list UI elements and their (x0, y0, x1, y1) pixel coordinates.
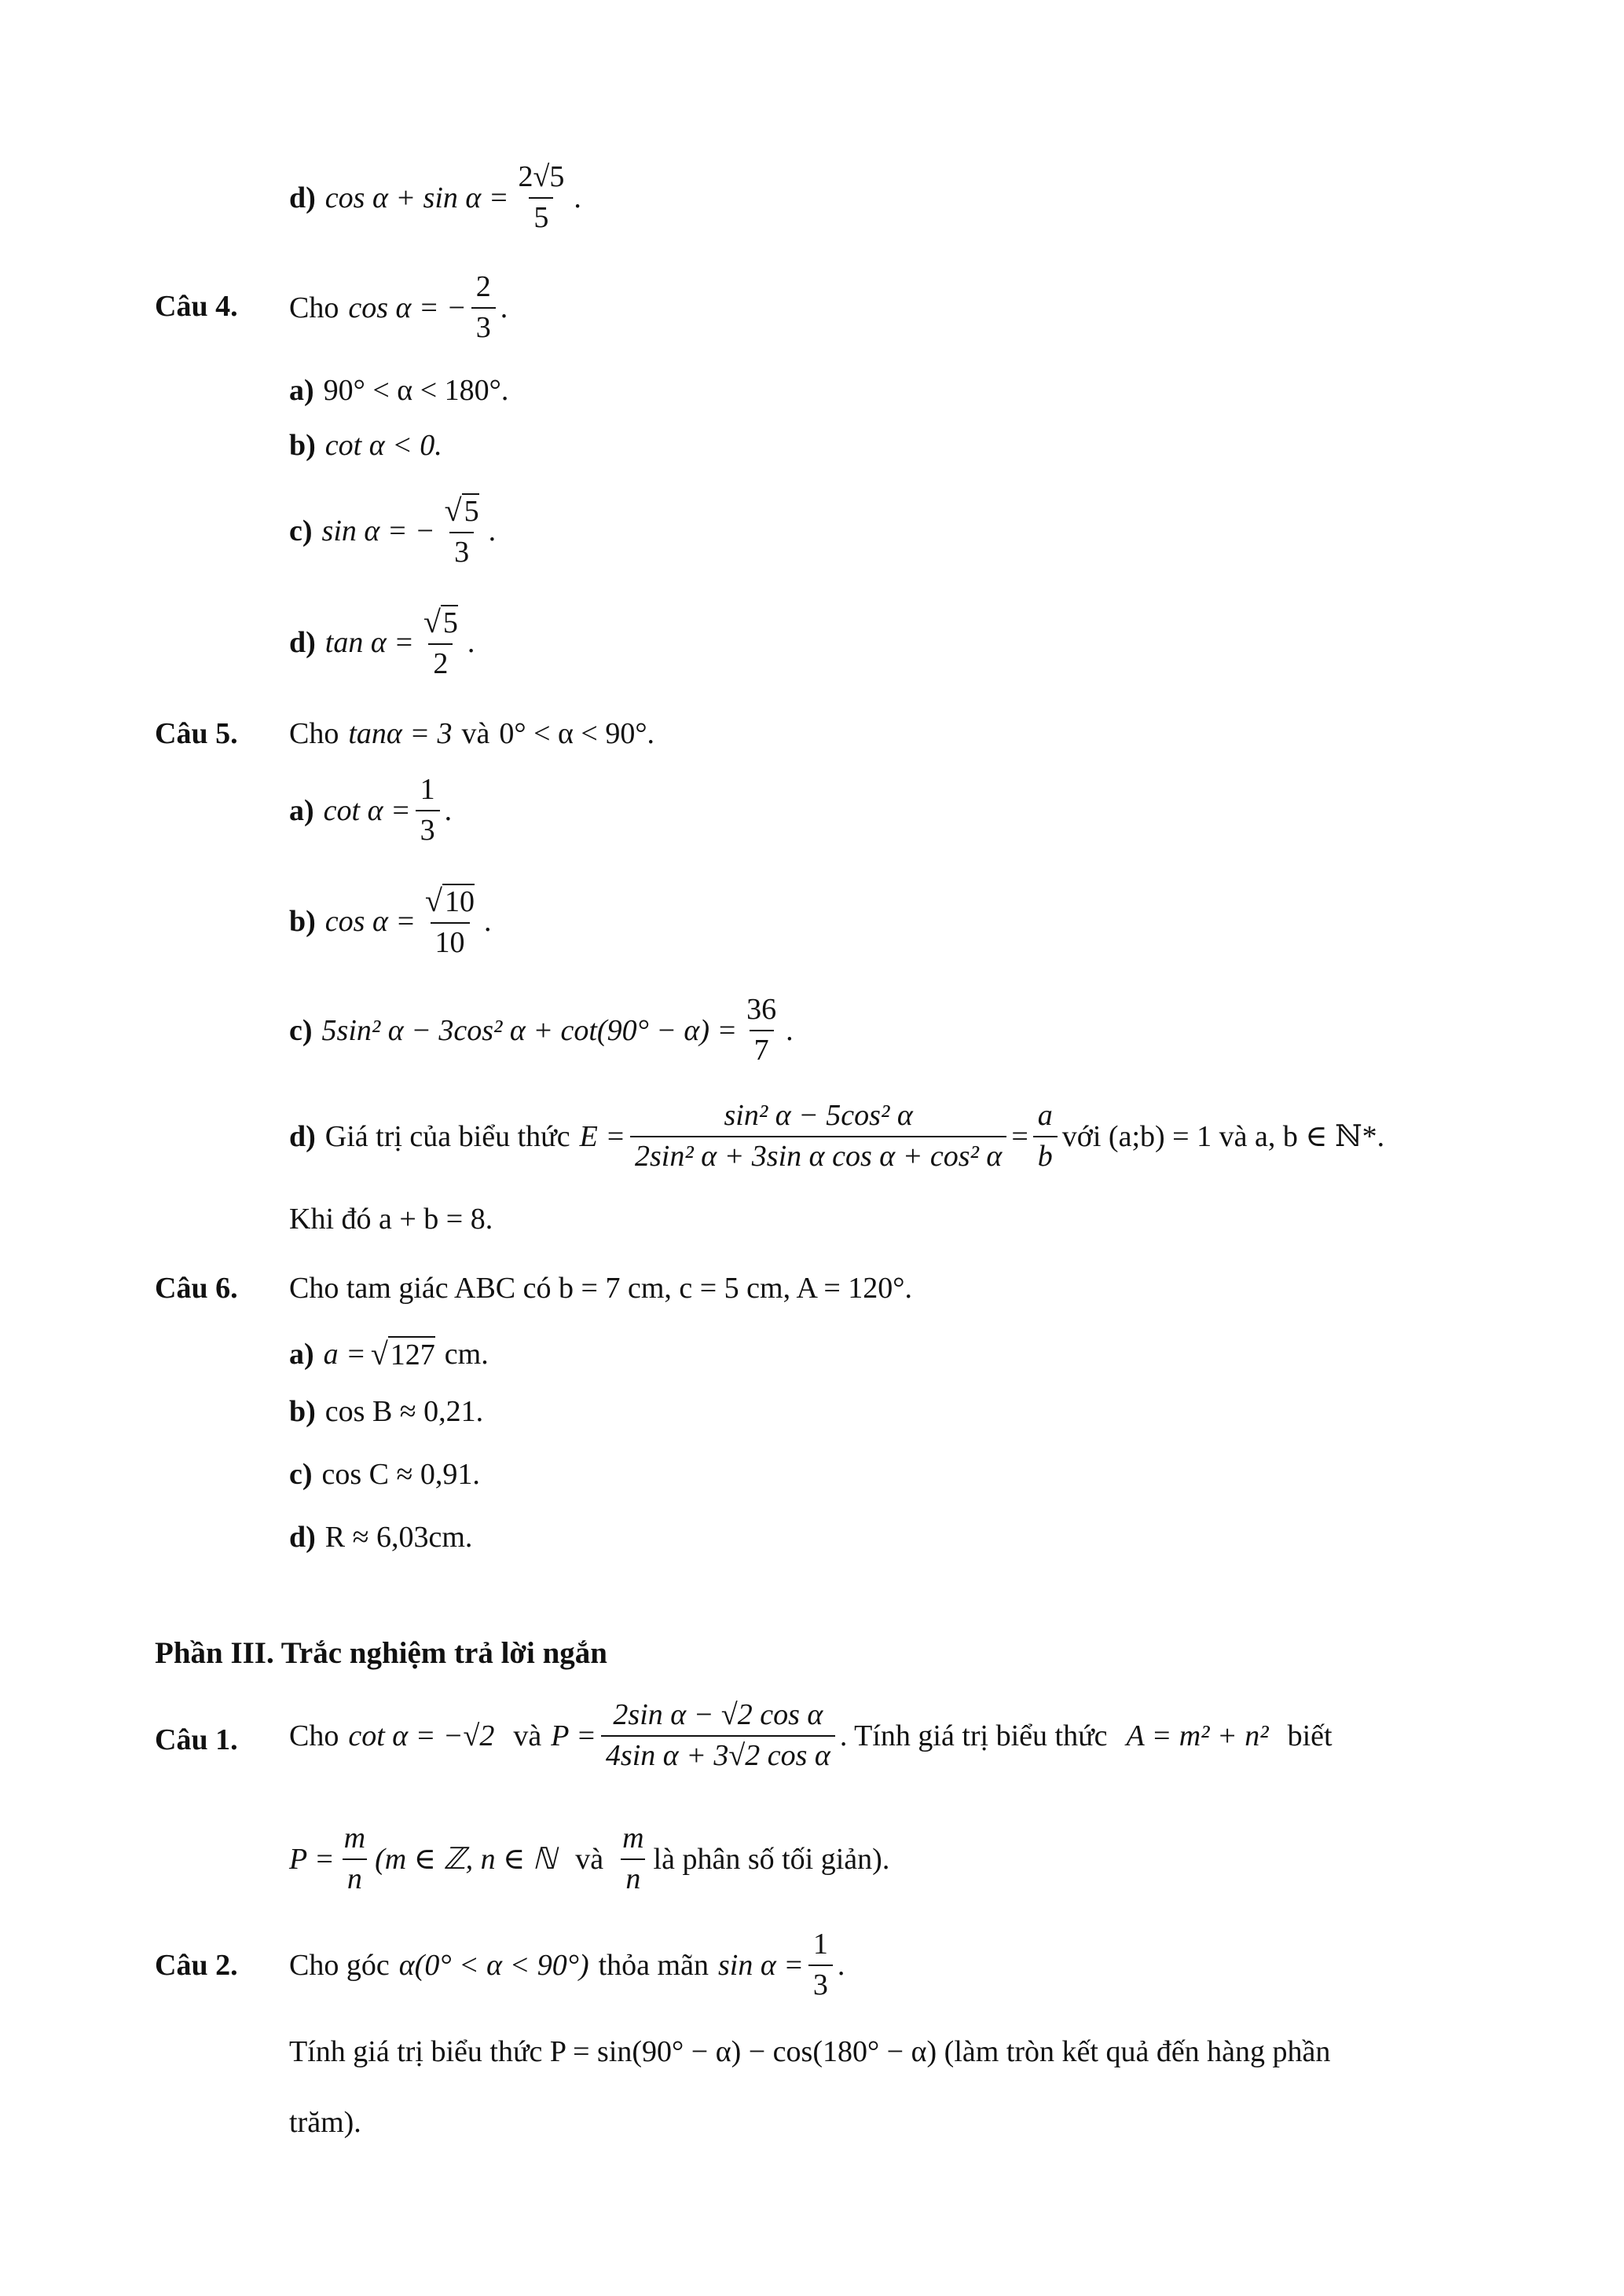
fraction: $\frac{1}{3}$ (808, 1928, 833, 2002)
fraction: $\frac{1}{3}$ (416, 774, 440, 848)
question-5-label: Câu 5. (155, 717, 238, 750)
q5-option-d: d) Giá trị của biểu thức E = $\frac{\text{sin² α − 5cos² α}}{\text{2sin² α + 3sin α cos α + cos² α}}$ = $\frac{a}{b}$ với (a;b) = 1 và a, b ∈ ℕ*. (289, 1099, 1385, 1173)
math-expr: cos α + sin α = (324, 181, 509, 214)
q6-option-d: d) R ≈ 6,03cm. (289, 1521, 473, 1554)
q4-option-b: b) cot α < 0. (289, 429, 442, 462)
q4-option-a: a) 90° < α < 180°. (289, 374, 509, 407)
q4-option-d: d) tan α = $\frac{√5}{2}$ . (289, 604, 475, 680)
question-4-label: Câu 4. (155, 290, 238, 323)
q4-option-c: c) sin α = − $\frac{√5}{3}$ . (289, 493, 497, 569)
fraction: $\frac{√5}{3}$ (444, 493, 479, 569)
question-6-stem: Cho tam giác ABC có b = 7 cm, c = 5 cm, A = 120°. (289, 1272, 912, 1305)
part3-question-2-label: Câu 2. (155, 1949, 238, 1982)
fraction: $\frac{\text{sin² α − 5cos² α}}{\text{2sin² α + 3sin α cos α + cos² α}}$ (630, 1100, 1006, 1174)
q5-option-b: b) cos α = $\frac{√10}{10}$ . (289, 883, 492, 959)
fraction: $\frac{m}{n}$ (622, 1822, 644, 1895)
q6-option-c: c) cos C ≈ 0,91. (289, 1458, 480, 1491)
fraction: $\frac{36}{7}$ (746, 993, 777, 1067)
part3-question-2-line3: trăm). (289, 2106, 361, 2139)
q5-option-a: a) cot α = $\frac{1}{3}$ . (289, 773, 453, 847)
q5-option-d-continued: Khi đó a + b = 8. (289, 1203, 493, 1236)
fraction: $\frac{\text{2sin α − √2 cos α}}{\text{4sin α + 3√2 cos α}}$ (601, 1699, 835, 1773)
fraction: $\frac{√5}{2}$ (423, 604, 458, 680)
option-label: d) (289, 181, 316, 214)
part3-question-1-label: Câu 1. (155, 1723, 238, 1756)
part3-question-1-line1: Cho cot α = −√2 và P = $\frac{\text{2sin α − √2 cos α}}{\text{4sin α + 3√2 cos α}}$ . Tính giá trị biểu thức A = m² + n² biết (289, 1698, 1333, 1772)
part3-question-2-line2: Tính giá trị biểu thức P = sin(90° − α) − cos(180° − α) (làm tròn kết quả đến hàng phần (289, 2035, 1331, 2068)
fraction: $\frac{m}{n}$ (343, 1822, 366, 1895)
q3-option-d: d) cos α + sin α = $\frac{2√5}{5}$ . (289, 160, 581, 234)
q5-option-c: c) 5sin² α − 3cos² α + cot(90° − α) = $\frac{36}{7}$ . (289, 993, 794, 1067)
part3-question-2-line1: Cho góc α(0° < α < 90°) thỏa mãn sin α = $\frac{1}{3}$ . (289, 1928, 845, 2001)
fraction: $\frac{√10}{10}$ (425, 883, 475, 959)
part3-question-1-line2: P = $\frac{m}{n}$ (m ∈ ℤ, n ∈ ℕ và $\frac{m}{n}$ là phân số tối giản). (289, 1822, 890, 1895)
question-5-stem: Cho tanα = 3 và 0° < α < 90°. (289, 717, 655, 750)
q6-option-a: a) a = √ 127 cm. (289, 1336, 489, 1371)
fraction: $\frac{2√5}{5}$ (518, 160, 565, 234)
question-4-stem: Cho cos α = − $\frac{2}{3}$ . (289, 270, 508, 344)
fraction: $\frac{2}{3}$ (471, 271, 496, 345)
part-3-heading: Phần III. Trắc nghiệm trả lời ngắn (155, 1636, 607, 1670)
q6-option-b: b) cos B ≈ 0,21. (289, 1395, 484, 1428)
fraction: $\frac{a}{b}$ (1033, 1100, 1058, 1174)
question-6-label: Câu 6. (155, 1272, 238, 1305)
